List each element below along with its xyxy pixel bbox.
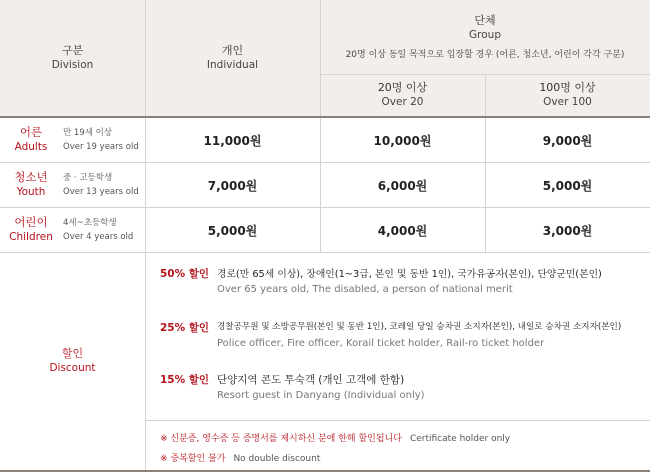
individual-label-en: Individual — [206, 58, 259, 71]
over-100-label-ko: 100명 이상 — [539, 80, 596, 94]
price-over100-adults: 9,000원 — [542, 133, 593, 148]
discount-label-en: Discount — [49, 362, 96, 374]
price-individual-youth: 7,000원 — [207, 178, 258, 193]
note-no-double — [160, 451, 320, 464]
header-over-100 — [485, 74, 650, 116]
condition-en: Over 19 years old — [63, 142, 139, 152]
discount-desc-en: Resort guest in Danyang (Individual only) — [217, 390, 425, 401]
over-20-label-ko: 20명 이상 — [377, 80, 428, 94]
price-cell — [145, 208, 320, 252]
condition-children — [63, 208, 145, 252]
discount-desc-en: Over 65 years old, The disabled, a person of national merit — [217, 284, 513, 295]
group-label-ko: 단체 — [474, 14, 496, 27]
condition-ko: 중 · 고등학생 — [63, 173, 113, 183]
discount-desc-ko: 경찰공무원 및 소방공무원(본인 및 동반 1인), 코레일 당일 승차권 소지자(본인), 내일로 승차권 소지자(본인) — [217, 322, 622, 332]
over-20-label-en: Over 20 — [381, 95, 424, 108]
discount-desc-ko: 경로(만 65세 이상), 장애인(1~3급, 본인 및 동반 1인), 국가유공자(본인), 단양군민(본인) — [217, 269, 602, 280]
price-cell — [320, 163, 485, 207]
price-cell — [145, 163, 320, 207]
condition-ko: 4세~초등학생 — [63, 218, 117, 228]
category-label-en: Children — [9, 231, 53, 243]
category-adults — [0, 118, 62, 162]
division-label-ko: 구분 — [61, 43, 84, 57]
category-label-ko: 어린이 — [14, 215, 48, 229]
category-label-en: Youth — [16, 186, 46, 198]
divider — [0, 470, 650, 472]
divider — [145, 252, 146, 470]
category-youth — [0, 163, 62, 207]
discount-desc-ko: 단양지역 콘도 투숙객 (개인 고객에 한함) — [217, 374, 405, 386]
condition-en: Over 4 years old — [63, 232, 134, 242]
condition-adults — [63, 118, 145, 162]
price-individual-adults: 11,000원 — [203, 133, 262, 148]
price-individual-children: 5,000원 — [207, 223, 258, 238]
condition-en: Over 13 years old — [63, 187, 139, 197]
note-ko: ※ 중복할인 불가 — [160, 454, 226, 464]
discount-rate-50: 50% 할인 — [160, 268, 210, 280]
over-100-label-en: Over 100 — [543, 95, 592, 108]
header-over-20 — [320, 74, 485, 116]
price-over100-children: 3,000원 — [542, 223, 593, 238]
note-en: No double discount — [233, 454, 321, 464]
group-label-en: Group — [469, 29, 501, 41]
discount-desc-en: Police officer, Fire officer, Korail ticket holder, Rail-ro ticket holder — [217, 338, 545, 349]
discount-rate-15: 15% 할인 — [160, 374, 210, 386]
discount-label — [0, 252, 145, 470]
condition-ko: 만 19세 이상 — [63, 128, 113, 138]
divider — [145, 420, 650, 421]
price-cell — [320, 118, 485, 162]
note-en: Certificate holder only — [409, 434, 511, 444]
header-division — [0, 0, 145, 116]
price-cell — [320, 208, 485, 252]
price-cell — [485, 118, 650, 162]
price-over20-children: 4,000원 — [377, 223, 428, 238]
header-group — [320, 0, 650, 74]
category-label-ko: 어른 — [19, 125, 43, 139]
discount-label-ko: 할인 — [61, 347, 84, 360]
price-cell — [145, 118, 320, 162]
price-cell — [485, 208, 650, 252]
price-cell — [485, 163, 650, 207]
note-ko: ※ 신분증, 영수증 등 증명서를 제시하신 분에 한해 할인됩니다 — [160, 434, 402, 444]
group-note: 20명 이상 동일 목적으로 입장할 경우 (어른, 청소년, 어린이 각각 구분) — [345, 50, 625, 60]
price-over100-youth: 5,000원 — [542, 178, 593, 193]
header-individual — [145, 0, 320, 116]
discount-rate-25: 25% 할인 — [160, 322, 210, 334]
individual-label-ko: 개인 — [221, 43, 244, 57]
divider — [320, 74, 650, 75]
condition-youth — [63, 163, 145, 207]
price-over20-adults: 10,000원 — [373, 133, 432, 148]
category-label-ko: 청소년 — [14, 170, 48, 184]
price-over20-youth: 6,000원 — [377, 178, 428, 193]
category-children — [0, 208, 62, 252]
division-label-en: Division — [51, 58, 94, 71]
category-label-en: Adults — [14, 141, 48, 153]
note-certificate — [160, 431, 510, 444]
